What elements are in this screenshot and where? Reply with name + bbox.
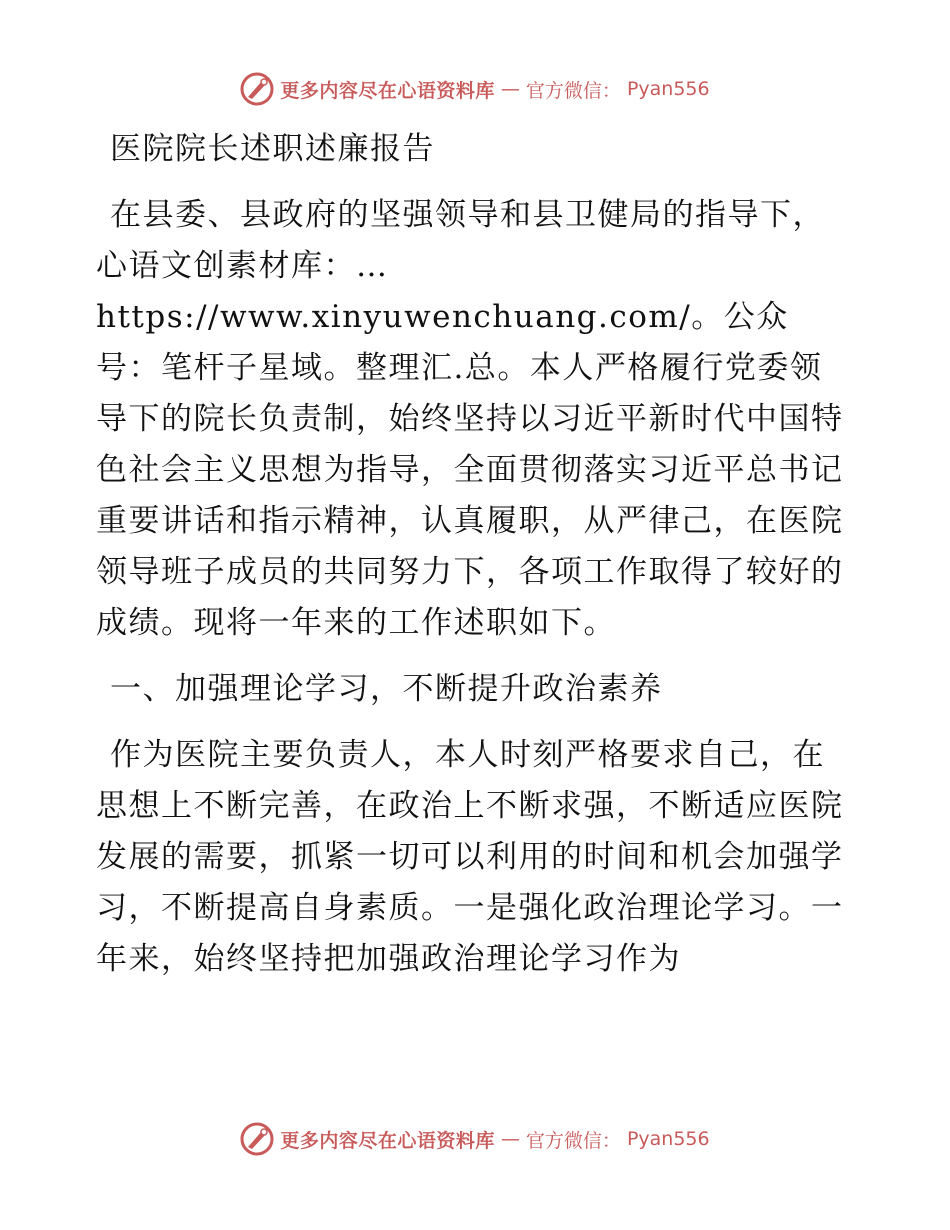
- footer-watermark: [0, 1122, 950, 1156]
- watermark-wechat-id: Pyan556: [626, 1128, 710, 1150]
- watermark-contact-label: 官方微信：: [525, 1129, 621, 1152]
- section-paragraph: 作为医院主要负责人，本人时刻严格要求自己，在思想上不断完善，在政治上不断求强，不断适应医院发展的需要，抓紧一切可以利用的时间和机会加强学习，不断提高自身素质。一是强化政治理论学习。一年来，始终坚持把加强政治理论学习作为: [96, 737, 844, 977]
- document-title: 医院院长述职述廉报告: [110, 131, 435, 167]
- watermark-contact-label: 官方微信：: [525, 79, 621, 102]
- watermark-separator: —: [500, 78, 520, 100]
- watermark-separator: —: [500, 1128, 520, 1150]
- quill-logo-icon: [240, 72, 274, 106]
- header-watermark: [0, 72, 950, 106]
- watermark-text: 更多内容尽在心语资料库: [280, 79, 495, 102]
- quill-logo-icon: [240, 1122, 274, 1156]
- document-body: [96, 124, 851, 985]
- intro-paragraph: 在县委、县政府的坚强领导和县卫健局的指导下，心语文创素材库：…https://www.xinyuwenchuang.com/。公众号：笔杆子星域。整理汇.总。本人严格履行党委领导下的院长负责制，始终坚持以习近平新时代中国特色社会主义思想为指导，全面贯彻落实习近平总书记重要讲话和指示精神，认真履职，从严律己，在医院领导班子成员的共同努力下，各项工作取得了较好的成绩。现将一年来的工作述职如下。: [96, 197, 844, 641]
- watermark-wechat-id: Pyan556: [626, 78, 710, 100]
- section-heading: 一、加强理论学习，不断提升政治素养: [110, 671, 663, 707]
- watermark-text: 更多内容尽在心语资料库: [280, 1129, 495, 1152]
